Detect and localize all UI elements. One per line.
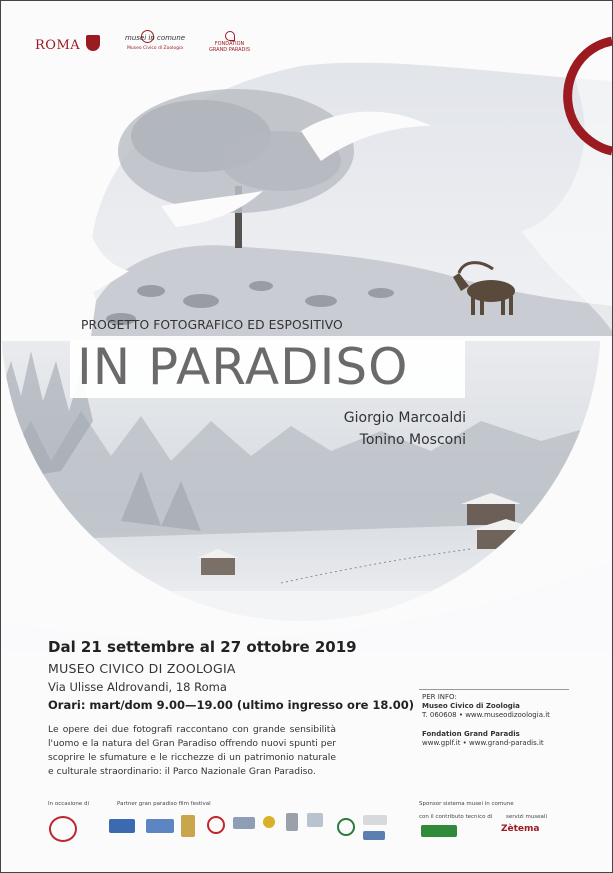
musei-sub-label: Museo Civico di Zoologia <box>127 46 183 51</box>
project-subtitle: PROGETTO FOTOGRAFICO ED ESPOSITIVO <box>81 318 343 332</box>
fondation-mark-icon <box>225 31 235 41</box>
exhibition-dates: Dal 21 settembre al 27 ottobre 2019 <box>48 638 357 656</box>
fondation-line2: GRAND PARADIS <box>209 47 251 53</box>
info-divider <box>419 689 569 690</box>
fondation-line1: FONDATION <box>214 41 245 47</box>
info-label: PER INFO: <box>422 693 457 701</box>
contributo-label: con il contributo tecnico di <box>419 814 493 820</box>
info-contact[interactable]: T. 060608 • www.museodizoologia.it <box>422 711 550 719</box>
info-fondation: Fondation Grand Paradis <box>422 730 520 738</box>
museum-address: Via Ulisse Aldrovandi, 18 Roma <box>48 680 227 694</box>
info-web[interactable]: www.gplf.it • www.grand-paradis.it <box>422 739 544 747</box>
festival-logo <box>49 816 77 842</box>
ferrovie-logo <box>421 825 457 837</box>
occasione-label: In occasione di <box>48 801 90 807</box>
exhibition-title: IN PARADISO <box>77 338 409 396</box>
partner-logo-8 <box>307 813 323 827</box>
partner-logo-9 <box>337 818 355 836</box>
info-museum: Museo Civico di Zoologia <box>422 702 520 710</box>
partner-logo-11 <box>363 831 385 840</box>
opening-hours: Orari: mart/dom 9.00—19.00 (ultimo ingresso ore 18.00) <box>48 698 415 712</box>
servizi-label: servizi museali <box>506 814 547 820</box>
fondation-logo <box>209 41 250 53</box>
partner-logo-4 <box>207 816 225 834</box>
partner-label: Partner gran paradiso film festival <box>117 801 211 807</box>
author-2: Tonino Mosconi <box>359 432 466 448</box>
partner-logo-5 <box>233 817 255 829</box>
roma-crest-icon <box>86 35 100 51</box>
partner-logo-2 <box>146 819 174 833</box>
zetema-logo: Zètema <box>501 824 540 834</box>
partner-logo-3 <box>181 815 195 837</box>
museum-name: MUSEO CIVICO DI ZOOLOGIA <box>48 661 236 676</box>
partner-logo-10 <box>363 815 387 825</box>
exhibition-description: Le opere dei due fotografi raccontano con grande sensibilità l'uomo e la natura del Gran Paradiso offrendo nuovi spunti per scoprire le sfumature e le ricchezze di un patrimonio naturale e culturale straordinario: il Parco Nazionale Gran Paradiso. <box>48 724 336 777</box>
sponsor-label: Sponsor sistema musei in comune <box>419 801 514 807</box>
author-1: Giorgio Marcoaldi <box>343 410 466 426</box>
roma-logo-text: ROMA <box>35 38 81 53</box>
partner-logo-7 <box>286 813 298 831</box>
partner-logo-6 <box>263 816 275 828</box>
partner-logo-1 <box>109 819 135 833</box>
musei-in-comune-logo: musei in comune <box>125 34 186 42</box>
